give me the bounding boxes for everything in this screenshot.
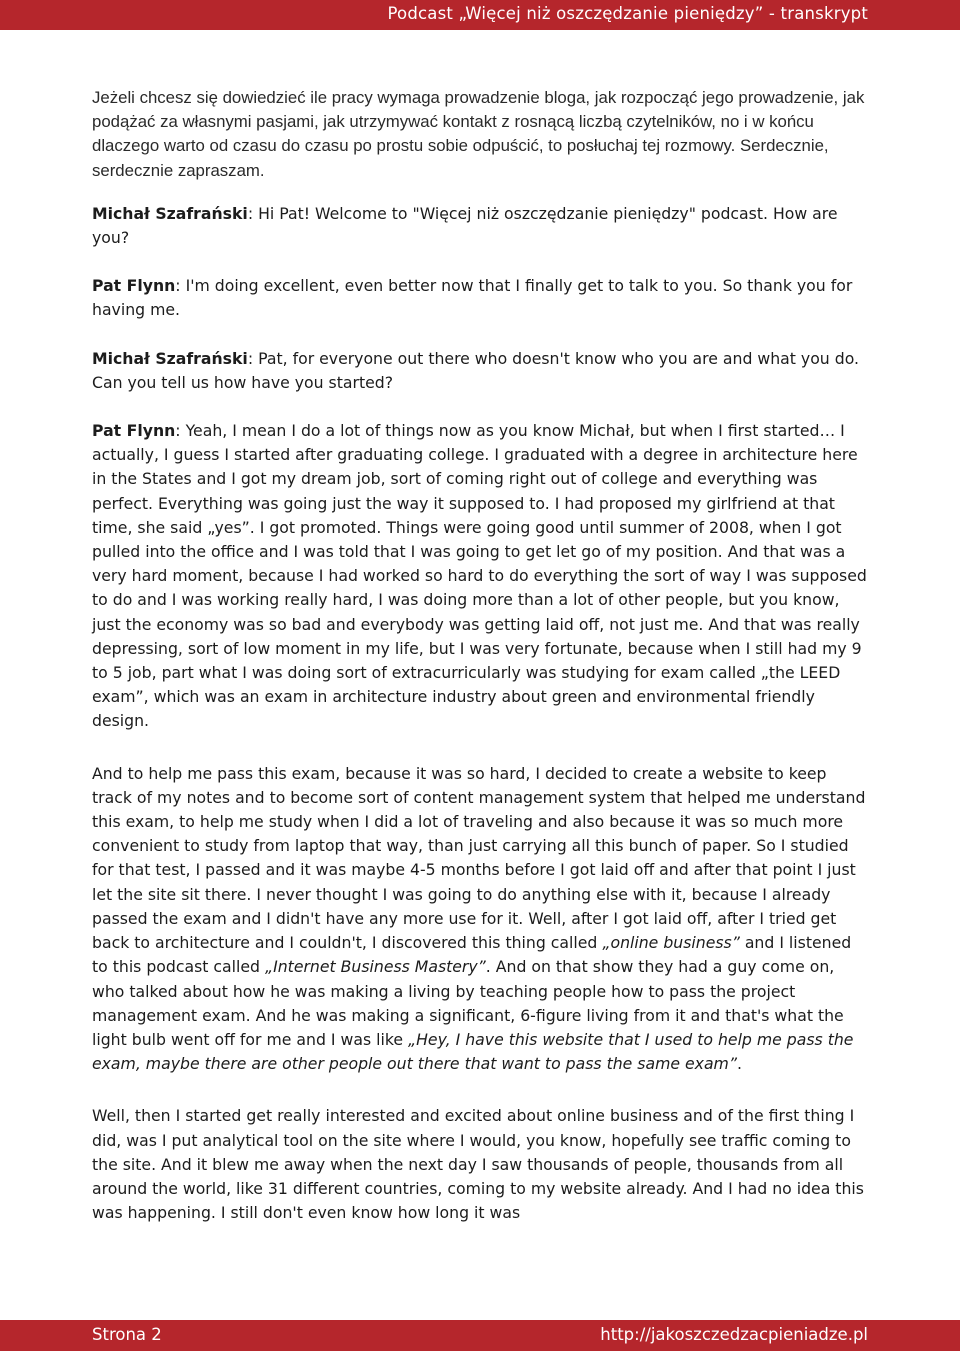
paragraph-text: . (736, 1054, 742, 1074)
speaker-name: Pat Flynn (92, 421, 176, 441)
italic-phrase: „online business” (602, 933, 740, 953)
header-bar (0, 0, 960, 30)
dialogue-entry: Pat Flynn: Yeah, I mean I do a lot of things now as you know Michał, but when I first started… I actually, I guess I started after graduating college. I graduated with a degree in architecture here in the States and I got my dream job, sort of coming right out of college and everything was perfect. Everything was going just the way it supposed to. I had proposed my girlfriend at that time, she said „yes”. I got promoted. Things were going good until summer of 2008, when I got pulled into the office and I was told that I was going to get let go of my position. And that was a very hard moment, because I had worked so hard to do everything the sort of way I was supposed to do and I was working really hard, I was doing more than a lot of other people, but you know, just the economy was so bad and everybody was getting laid off, not just me. And that was really depressing, sort of low moment in my life, but I was very fortunate, because when I still had my 9 to 5 job, part what I was doing sort of extracurricularly was studying for exam called „the LEED exam”, which was an exam in architecture industry about green and environmental friendly design. (92, 421, 867, 731)
dialogue-text: Pat, for everyone out there who doesn't know who you are and what you do. Can you tell us how have you started? (92, 348, 860, 392)
dialogue-text: I'm doing excellent, even better now that I finally get to talk to you. So thank you for having me. (92, 276, 853, 320)
paragraph-text: . And on that show they had a guy come on, who talked about how he was making a living by teaching people how to pass the project management exam. And he was making a significant, 6-figure living from it and that's what the light bulb went off for me and I was like (92, 957, 844, 1049)
dialogue-entry: Pat Flynn: I'm doing excellent, even better now that I finally get to talk to you. So thank you for having me. (92, 276, 853, 320)
speaker-name: Pat Flynn (92, 276, 176, 296)
italic-phrase: „Internet Business Mastery” (264, 957, 486, 977)
document-title: Podcast „Więcej niż oszczędzanie pieniędzy” - transkrypt (387, 4, 868, 23)
dialogue-text: Yeah, I mean I do a lot of things now as you know Michał, but when I first started… I actually, I guess I started after graduating college. I graduated with a degree in architecture here in the States and I got my dream job, sort of coming right out of college and everything was perfect. Everything was going just the way it supposed to. I had proposed my girlfriend at that time, she said „yes”. I got promoted. Things were going good until summer of 2008, when I got pulled into the office and I was told that I was going to get let go of my position. And that was a very hard moment, because I had worked so hard to do everything the sort of way I was supposed to do and I was working really hard, I was doing more than a lot of other people, but you know, just the economy was so bad and everybody was getting laid off, not just me. And that was really depressing, sort of low moment in my life, but I was very fortunate, because when I still had my 9 to 5 job, part what I was doing sort of extracurricularly was studying for exam called „the LEED exam”, which was an exam in architecture industry about green and environmental friendly design. (92, 421, 867, 731)
page-content (92, 86, 870, 1249)
dialogue-entry: Michał Szafrański: Hi Pat! Welcome to "Więcej niż oszczędzanie pieniędzy" podcast. How are you? (92, 203, 838, 248)
page-number: Strona 2 (92, 1325, 162, 1344)
speaker-name: Michał Szafrański (92, 203, 248, 223)
intro-paragraph: Jeżeli chcesz się dowiedzieć ile pracy wymaga prowadzenie bloga, jak rozpocząć jego prowadzenie, jak podążać za własnymi pasjami, jak utrzymywać kontakt z rosnącą liczbą czytelników, no i w końcu dlaczego warto od czasu do czasu po prostu sobie odpuścić, to posłuchaj tej rozmowy. Serdecznie, serdecznie zapraszam. (92, 88, 865, 180)
dialogue-text: Hi Pat! Welcome to "Więcej niż oszczędzanie pieniędzy" podcast. How are you? (92, 203, 838, 248)
paragraph-text: And to help me pass this exam, because it was so hard, I decided to create a website to keep track of my notes and to become sort of content management system that helped me understand this exam, to help me study when I did a lot of traveling and also because it was so much more convenient to study from laptop that way, than just carrying all this bunch of paper. So I studied for that test, I passed and it was maybe 4-5 months before I got laid off and after that point I just let the site sit there. I never thought I was going to do anything else with it, because I already passed the exam and I didn't have any more use for it. Well, after I got laid off, after I tried get back to architecture and I couldn't, I discovered this thing called (92, 763, 866, 953)
speaker-name: Michał Szafrański (92, 348, 248, 368)
italic-quote: „Hey, I have this website that I used to help me pass the exam, maybe there are other people out there that want to pass the same exam” (92, 1029, 854, 1074)
transcript-paragraph (92, 762, 870, 1077)
dialogue-entry: Michał Szafrański: Pat, for everyone out there who doesn't know who you are and what you do. Can you tell us how have you started? (92, 348, 860, 392)
transcript-paragraph: Well, then I started get really interested and excited about online business and of the first thing I did, was I put analytical tool on the site where I would, you know, hopefully see traffic coming to the site. And it blew me away when the next day I saw thousands of people, thousands from all around the world, like 31 different countries, coming to my website already. And I had no idea this was happening. I still don't even know how long it was (92, 1106, 864, 1223)
paragraph-text: and I listened to this podcast called (92, 933, 852, 977)
website-url: http://jakoszczedzacpieniadze.pl (600, 1325, 868, 1344)
footer-bar (0, 1320, 960, 1351)
